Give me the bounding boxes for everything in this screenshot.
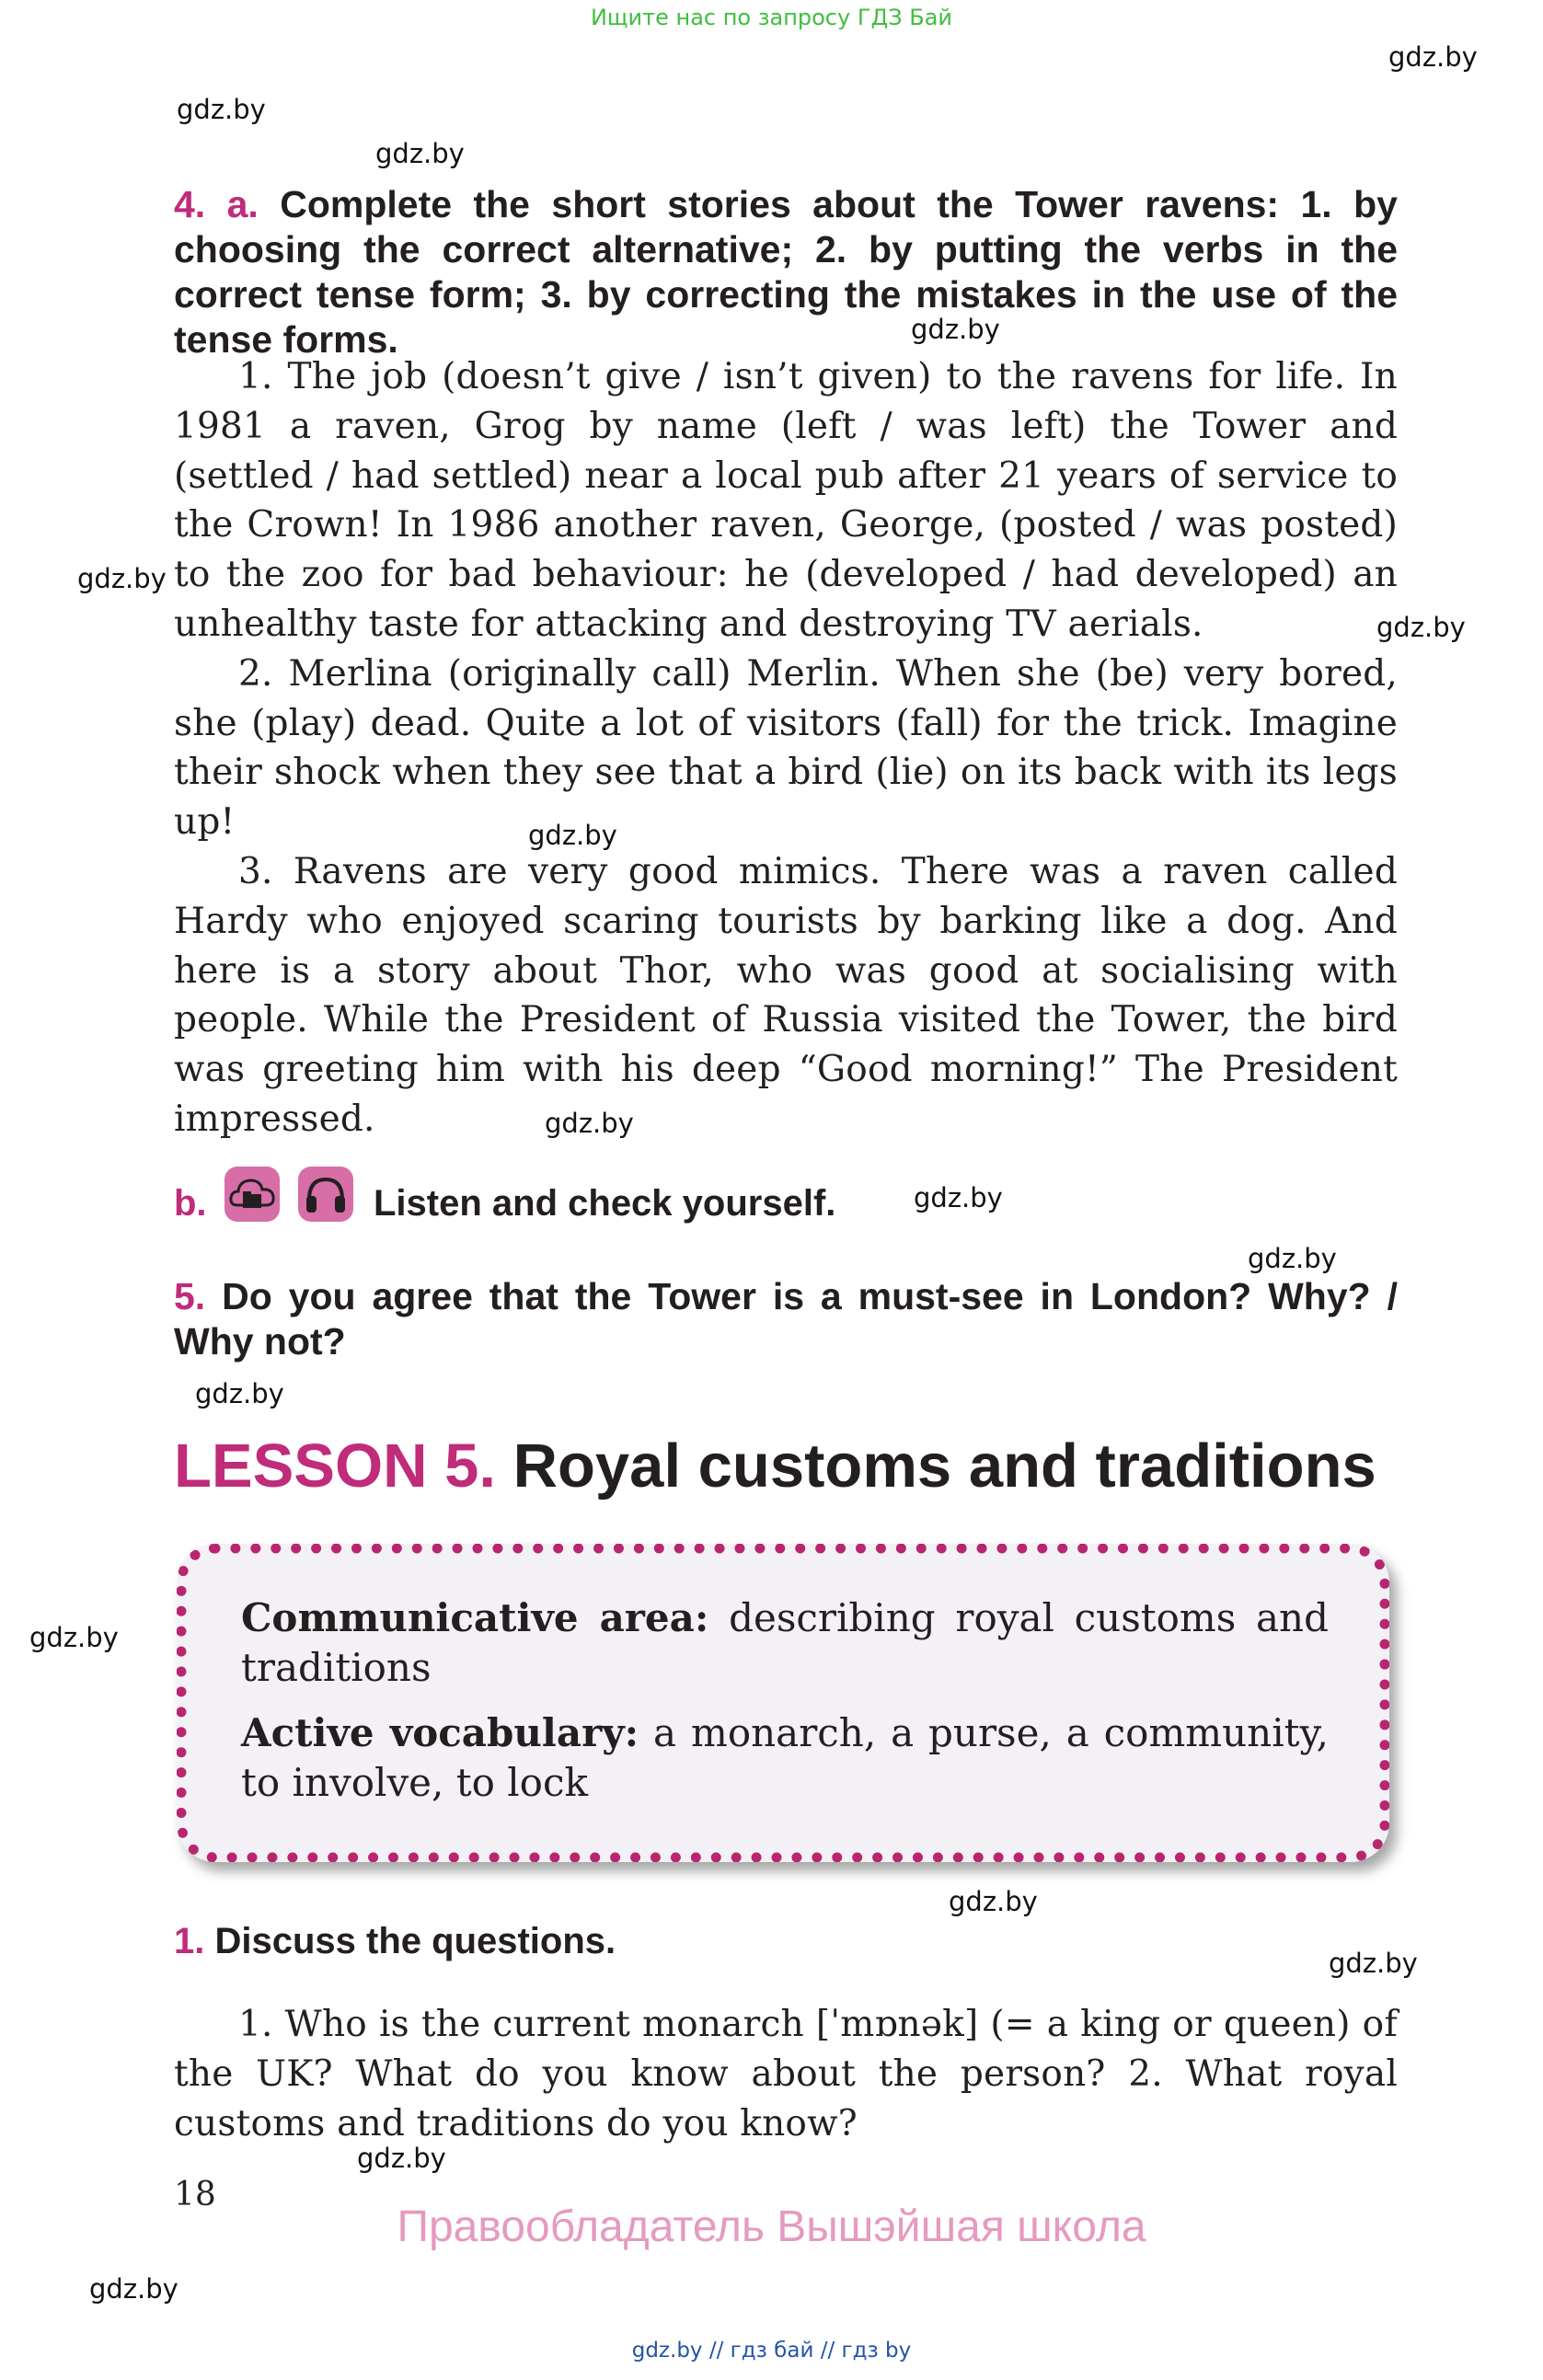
- watermark: gdz.by: [195, 1378, 284, 1409]
- exercise-part-label: a.: [226, 183, 259, 225]
- story-paragraph: 3. Ravens are very good mimics. There was a raven called Hardy who enjoyed scaring tourists by barking like a dog. And here is a story about Thor, who was good at socialising with people. While the President of Russia visited the Tower, the bird was greeting him with his deep “Good morning!” The President impressed.: [174, 850, 1398, 1140]
- watermark: gdz.by: [1329, 1948, 1418, 1979]
- exercise-5-question: [174, 1274, 1398, 1364]
- active-vocabulary: [241, 1708, 1329, 1808]
- cloud-folder-icon[interactable]: [225, 1167, 280, 1222]
- exercise-1-instruction: [174, 1921, 616, 1962]
- watermark: gdz.by: [1248, 1243, 1337, 1274]
- search-hint: Ищите нас по запросу ГДЗ Бай: [590, 5, 953, 30]
- footer-links[interactable]: gdz.by // гдз бай // гдз by: [631, 2339, 912, 2363]
- exercise-4-instruction: [174, 182, 1398, 362]
- watermark: gdz.by: [29, 1622, 119, 1653]
- watermark: gdz.by: [528, 820, 617, 851]
- exercise-part-label: b.: [174, 1183, 207, 1224]
- watermark: gdz.by: [545, 1108, 634, 1139]
- active-vocabulary-text: a monarch, a purse, a community, to involve, to lock: [241, 1710, 1330, 1805]
- watermark: gdz.by: [949, 1886, 1038, 1917]
- watermark: gdz.by: [1376, 612, 1466, 643]
- watermark: gdz.by: [914, 1182, 1003, 1213]
- lesson-objectives-box: [177, 1544, 1389, 1862]
- lesson-title: [174, 1431, 1376, 1501]
- question-text: Do you agree that the Tower is a must-see in London? Why? / Why not?: [174, 1275, 1398, 1362]
- watermark: gdz.by: [1388, 41, 1478, 73]
- listen-instruction: Listen and check yourself.: [374, 1183, 836, 1224]
- watermark: gdz.by: [177, 94, 266, 125]
- watermark: gdz.by: [77, 563, 167, 594]
- lesson-number: LESSON 5.: [174, 1431, 496, 1500]
- rights-holder: Правообладатель Вышэйшая школа: [397, 2202, 1146, 2251]
- communicative-area-text: describing royal customs and traditions: [241, 1595, 1329, 1690]
- exercise-number: 5.: [174, 1275, 206, 1317]
- watermark: gdz.by: [357, 2143, 446, 2174]
- discussion-questions: [174, 2000, 1398, 2148]
- exercise-number: 1.: [174, 1921, 205, 1961]
- headphones-icon[interactable]: [298, 1167, 353, 1222]
- watermark: gdz.by: [375, 138, 465, 169]
- communicative-area-label: Communicative area:: [241, 1595, 709, 1640]
- active-vocabulary-label: Active vocabulary:: [241, 1710, 639, 1755]
- story-paragraph: 2. Merlina (originally call) Merlin. When she (be) very bored, she (play) dead. Quite a lot of visitors (fall) for the trick. Imagine their shock when they see that a bird (lie) on its back with its legs up!: [174, 652, 1398, 844]
- watermark: gdz.by: [911, 314, 1000, 345]
- watermark: gdz.by: [89, 2273, 178, 2305]
- instruction-text: Complete the short stories about the Tower ravens: 1. by choosing the correct alternative; 2. by putting the verbs in the correct tense form; 3. by correcting the mistakes in the use of the tense forms.: [174, 183, 1398, 361]
- instruction-text: Discuss the questions.: [214, 1921, 616, 1961]
- communicative-area: [241, 1593, 1329, 1693]
- lesson-name: Royal customs and traditions: [512, 1431, 1376, 1500]
- question-paragraph: 1. Who is the current monarch [ˈmɒnək] (= a king or queen) of the UK? What do you know about the person? 2. What royal customs and traditions do you know?: [174, 2004, 1398, 2144]
- page-number: 18: [174, 2176, 216, 2213]
- story-paragraph: 1. The job (doesn’t give / isn’t given) to the ravens for life. In 1981 a raven, Grog by name (left / was left) the Tower and (settled / had settled) near a local pub after 21 years of service to the Crown! In 1986 another raven, George, (posted / was posted) to the zoo for bad behaviour: he (developed / had developed) an unhealthy taste for attacking and destroying TV aerials.: [174, 356, 1398, 645]
- exercise-number: 4.: [174, 183, 206, 225]
- raven-stories: [174, 352, 1398, 1144]
